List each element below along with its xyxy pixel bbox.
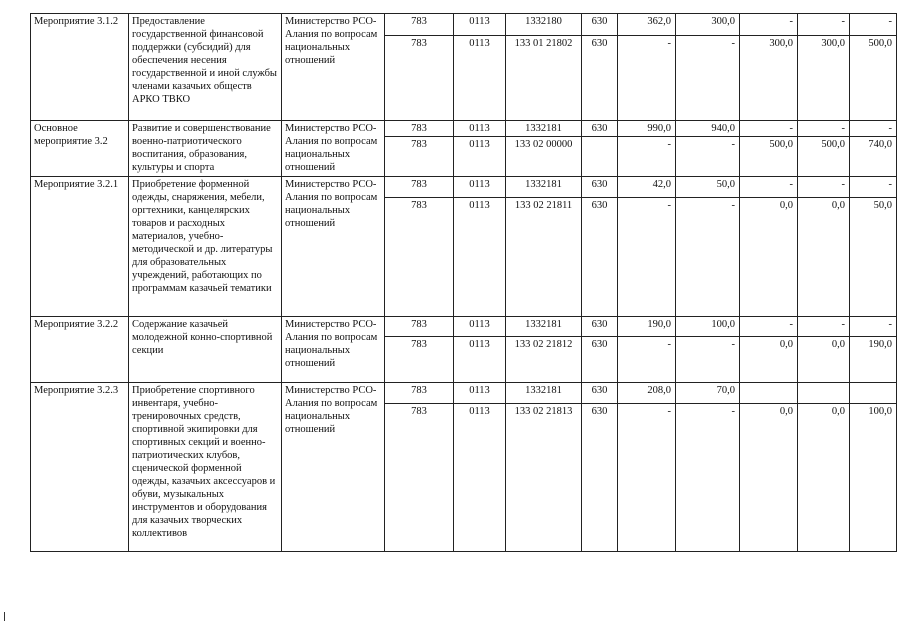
executor-cell: Министерство РСО-Алания по вопросам национальных отношений [282,121,385,177]
measure-label-cell: Мероприятие 3.2.1 [31,177,129,317]
margin-mark [4,612,5,621]
section-cell: 0113 [454,36,506,121]
expense-type-cell: 630 [582,317,618,337]
value-4-cell: 300,0 [798,36,850,121]
target-article-cell: 1332181 [506,121,582,137]
grbs-cell: 783 [385,404,454,552]
value-1-cell: - [618,137,676,177]
table-row [31,317,897,337]
value-2-cell: - [676,36,740,121]
expense-type-cell: 630 [582,198,618,317]
target-article-cell: 1332180 [506,14,582,36]
expense-type-cell: 630 [582,337,618,383]
executor-cell: Министерство РСО-Алания по вопросам национальных отношений [282,14,385,121]
section-cell: 0113 [454,177,506,198]
expense-type-cell [582,137,618,177]
expense-type-cell: 630 [582,404,618,552]
value-4-cell: 0,0 [798,337,850,383]
measure-description-cell: Предоставление государственной финансовой поддержки (субсидий) для обеспечения несения государственной и иной службы членами казачьих обществ АРКО ТВКО [129,14,282,121]
table-body [31,14,897,552]
value-3-cell [740,383,798,404]
value-4-cell: - [798,177,850,198]
value-5-cell: - [850,177,897,198]
value-3-cell: 0,0 [740,337,798,383]
grbs-cell: 783 [385,36,454,121]
value-3-cell: 0,0 [740,404,798,552]
section-cell: 0113 [454,317,506,337]
executor-cell: Министерство РСО-Алания по вопросам национальных отношений [282,177,385,317]
value-5-cell: - [850,14,897,36]
table-row [31,121,897,137]
section-cell: 0113 [454,404,506,552]
value-2-cell: 300,0 [676,14,740,36]
section-cell: 0113 [454,137,506,177]
value-4-cell: - [798,121,850,137]
target-article-cell: 133 02 21812 [506,337,582,383]
value-3-cell: 300,0 [740,36,798,121]
value-4-cell: 0,0 [798,404,850,552]
target-article-cell: 1332181 [506,177,582,198]
value-5-cell: 100,0 [850,404,897,552]
section-cell: 0113 [454,383,506,404]
measure-description-cell: Приобретение форменной одежды, снаряжения, мебели, оргтехники, канцелярских товаров и расходных материалов, учебно-методической и др. литературы для образовательных учреждений, работающих по программам казачьей тематики [129,177,282,317]
value-5-cell: 190,0 [850,337,897,383]
measure-label-cell: Основное мероприятие 3.2 [31,121,129,177]
section-cell: 0113 [454,121,506,137]
target-article-cell: 133 02 21813 [506,404,582,552]
target-article-cell: 133 02 21811 [506,198,582,317]
measure-label-cell: Мероприятие 3.2.2 [31,317,129,383]
value-3-cell: - [740,121,798,137]
value-4-cell [798,383,850,404]
executor-cell: Министерство РСО-Алания по вопросам национальных отношений [282,383,385,552]
value-5-cell: 740,0 [850,137,897,177]
target-article-cell: 133 02 00000 [506,137,582,177]
value-3-cell: - [740,177,798,198]
expense-type-cell: 630 [582,14,618,36]
value-5-cell: - [850,121,897,137]
section-cell: 0113 [454,14,506,36]
value-4-cell: 500,0 [798,137,850,177]
value-4-cell: 0,0 [798,198,850,317]
value-4-cell: - [798,14,850,36]
value-2-cell: - [676,404,740,552]
grbs-cell: 783 [385,317,454,337]
value-1-cell: - [618,337,676,383]
grbs-cell: 783 [385,14,454,36]
value-2-cell: 70,0 [676,383,740,404]
value-3-cell: - [740,317,798,337]
table-row [31,383,897,404]
value-1-cell: - [618,404,676,552]
target-article-cell: 1332181 [506,383,582,404]
value-1-cell: - [618,198,676,317]
value-1-cell: - [618,36,676,121]
value-3-cell: - [740,14,798,36]
target-article-cell: 1332181 [506,317,582,337]
grbs-cell: 783 [385,137,454,177]
executor-cell: Министерство РСО-Алания по вопросам национальных отношений [282,317,385,383]
expense-type-cell: 630 [582,121,618,137]
expense-type-cell: 630 [582,177,618,198]
value-2-cell: 940,0 [676,121,740,137]
measure-label-cell: Мероприятие 3.1.2 [31,14,129,121]
measure-description-cell: Развитие и совершенствование военно-патриотического воспитания, образования, культуры и спорта [129,121,282,177]
expense-type-cell: 630 [582,383,618,404]
budget-table [30,13,897,552]
section-cell: 0113 [454,337,506,383]
value-1-cell: 362,0 [618,14,676,36]
value-2-cell: - [676,337,740,383]
value-1-cell: 42,0 [618,177,676,198]
target-article-cell: 133 01 21802 [506,36,582,121]
grbs-cell: 783 [385,177,454,198]
value-3-cell: 0,0 [740,198,798,317]
table-row [31,177,897,198]
value-5-cell: 500,0 [850,36,897,121]
value-5-cell: 50,0 [850,198,897,317]
value-2-cell: 100,0 [676,317,740,337]
value-4-cell: - [798,317,850,337]
value-2-cell: 50,0 [676,177,740,198]
section-cell: 0113 [454,198,506,317]
value-3-cell: 500,0 [740,137,798,177]
value-1-cell: 208,0 [618,383,676,404]
expense-type-cell: 630 [582,36,618,121]
measure-description-cell: Приобретение спортивного инвентаря, учебно-тренировочных средств, спортивной экипировки для спортивных секций и военно-патриотических клубов, сценической форменной одежды, казачьих аксессуаров и обуви, музыкальных инструментов и оборудования для казачьих творческих коллективов [129,383,282,552]
value-5-cell [850,383,897,404]
value-2-cell: - [676,137,740,177]
value-5-cell: - [850,317,897,337]
grbs-cell: 783 [385,383,454,404]
measure-description-cell: Содержание казачьей молодежной конно-спортивной секции [129,317,282,383]
measure-label-cell: Мероприятие 3.2.3 [31,383,129,552]
table-row [31,14,897,36]
grbs-cell: 783 [385,337,454,383]
value-2-cell: - [676,198,740,317]
grbs-cell: 783 [385,121,454,137]
grbs-cell: 783 [385,198,454,317]
value-1-cell: 190,0 [618,317,676,337]
value-1-cell: 990,0 [618,121,676,137]
